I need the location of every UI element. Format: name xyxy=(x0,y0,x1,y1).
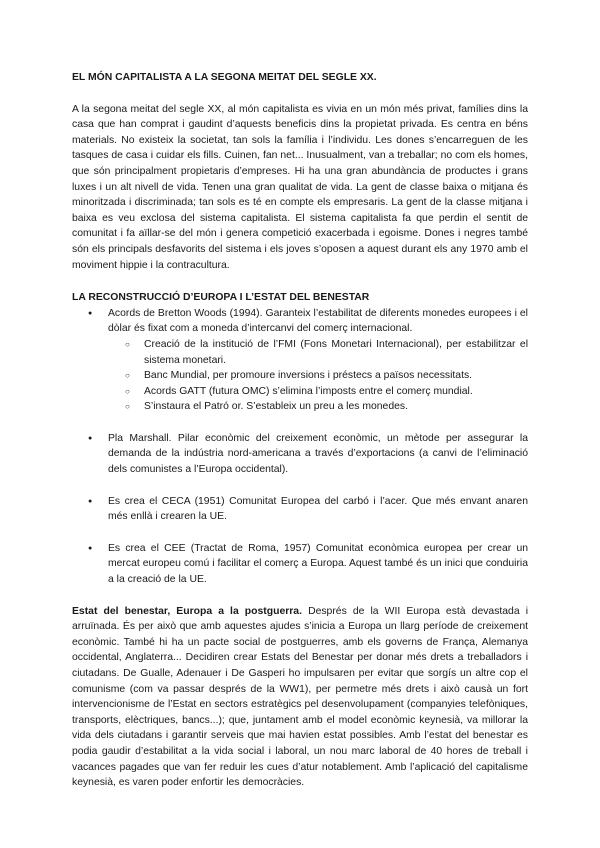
bullet-text-bretton-woods: Acords de Bretton Woods (1994). Garanteix l’estabilitat de diferents monedes europees i el dòlar és fixat com a moneda d’intercanvi del comerç internacional. xyxy=(108,307,528,335)
list-item xyxy=(72,541,528,588)
list-item xyxy=(72,494,528,525)
sub-list-item: ○ Acords GATT (futura OMC) s’elimina l’imposts entre el comerç mundial. xyxy=(108,384,528,400)
welfare-state-lead: Estat del benestar, Europa a la postguerra. xyxy=(72,605,302,617)
sub-bullet-list xyxy=(108,337,528,415)
sub-list-item: ○ Banc Mundial, per promoure inversions i préstecs a països necessitats. xyxy=(108,368,528,384)
welfare-state-paragraph xyxy=(72,604,528,791)
list-item xyxy=(72,431,528,478)
bullet-text-cee: Es crea el CEE (Tractat de Roma, 1957) Comunitat econòmica europea per crear un mercat europeu comú i facilitar el comerç a Europa. Aquest també és un inici que conduiria a la creació de la UE. xyxy=(108,542,528,586)
intro-paragraph: A la segona meitat del segle XX, al món capitalista es vivia en un món més privat, famílies dins la casa que han comprat i gaudint d’aquests beneficis dins la propietat privada. Es centra en béns materials. No existeix la societat, tan sols la família i l’individu. Les dones s’encarreguen de les tasques de casa i cuidar els fills. Cuinen, fan net... Inusualment, van a treballar; no com els homes, que són principalment propietaris d’empreses. Hi ha una gran abundància de productes i grans luxes i un alt nivell de vida. Tenen una gran qualitat de vida. La gent de classe baixa o mitjana és minoritzada i discriminada; tan sols es té en compte els empresaris. La gent de la classe mitjana i baixa es veu exclosa del sistema capitalista. El sistema capitalista fa que perdin el sentit de comunitat i fa aïllar-se del món i genera competició exacerbada i egoisme. Dones i negres també són els principals desfavorits del sistema i els joves s’oposen a aquest durant els any 1970 amb el moviment hippie i la contracultura. xyxy=(72,103,528,271)
welfare-state-text: Després de la WII Europa està devastada i arruïnada. És per això que amb aquestes ajudes s’inicia a Europa un llarg període de creixement econòmic. També hi ha un pacte social de postguerres, amb els governs de França, Alemanya occidental, Anglaterra... Decidiren crear Estats del Benestar per donar més drets a treballadors i ciutadans. De Gualle, Adenauer i De Gasperi ho impulsaren per evitar que sorgís un altre cop el comunisme (com va passar després de la WW1), per permetre més drets i això causà un fort intervencionisme de l’Estat en sectors estratègics pel desenvolupament (companyies telefòniques, transports, elèctriques, bancs...); que, juntament amb el model econòmic keynesià, va millorar la vida dels ciutadans i garantir serveis que mai havien estat possibles. Amb l’estat del benestar es podia gaudir d’estabilitat a la vida social i laboral, un nou marc laboral de 40 hores de treball i vacances pagades que van fer reduir les cues d’atur notablement. Amb l’aplicació del capitalisme keynesià, es varen poder enfortir les democràcies. xyxy=(72,605,529,789)
sub-list-item: ○ Creació de la institució de l’FMI (Fons Monetari Internacional), per estabilitzar el sistema monetari. xyxy=(108,337,528,368)
document-page xyxy=(72,70,528,791)
section-heading: LA RECONSTRUCCIÓ D’EUROPA I L’ESTAT DEL BENESTAR xyxy=(72,292,370,304)
list-item xyxy=(72,306,528,415)
bullet-list xyxy=(72,306,528,588)
bullet-text-pla-marshall: Pla Marshall. Pilar econòmic del creixement econòmic, un mètode per assegurar la demanda de la indústria nord-americana a través d’exportacions (a canvi de l’eliminació dels comunistes a l’Europa occidental). xyxy=(108,432,528,476)
sub-list-item: ○ S’instaura el Patró or. S’estableix un preu a les monedes. xyxy=(108,399,528,415)
document-title: EL MÓN CAPITALISTA A LA SEGONA MEITAT DEL SEGLE XX. xyxy=(72,72,377,83)
bullet-text-ceca: Es crea el CECA (1951) Comunitat Europea del carbó i l’acer. Que més envant anaren més enllà i crearen la UE. xyxy=(108,495,528,523)
